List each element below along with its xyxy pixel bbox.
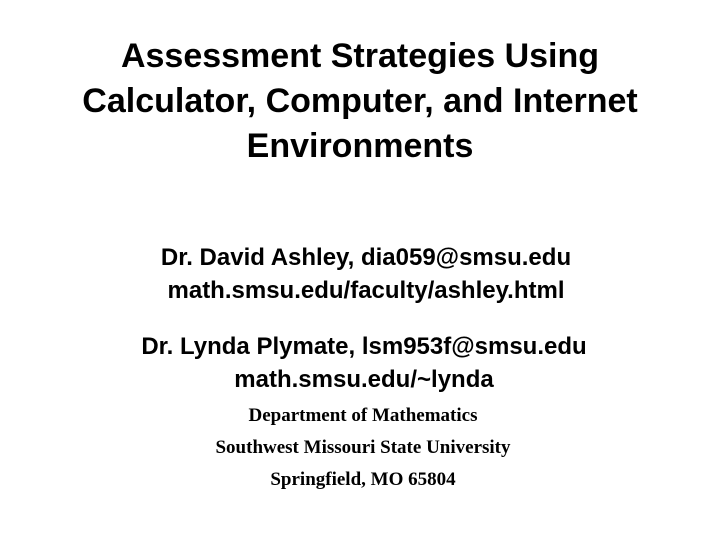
author-name-email: Dr. Lynda Plymate, lsm953f@smsu.edu xyxy=(141,333,587,360)
university-name: Southwest Missouri State University xyxy=(215,437,511,458)
author-name-email: Dr. David Ashley, dia059@smsu.edu xyxy=(160,244,572,271)
title-line-1: Assessment Strategies Using xyxy=(120,37,600,75)
department-name: Department of Mathematics xyxy=(248,405,478,426)
affiliation-block xyxy=(3,400,720,496)
author-block-plymate xyxy=(4,330,720,396)
slide-title xyxy=(0,34,720,169)
author-block-ashley xyxy=(6,241,720,307)
author-url: math.smsu.edu/~lynda xyxy=(234,366,494,393)
title-line-2: Calculator, Computer, and Internet xyxy=(82,82,638,120)
title-line-3: Environments xyxy=(246,127,474,165)
author-url: math.smsu.edu/faculty/ashley.html xyxy=(167,277,565,304)
university-location: Springfield, MO 65804 xyxy=(270,469,456,490)
